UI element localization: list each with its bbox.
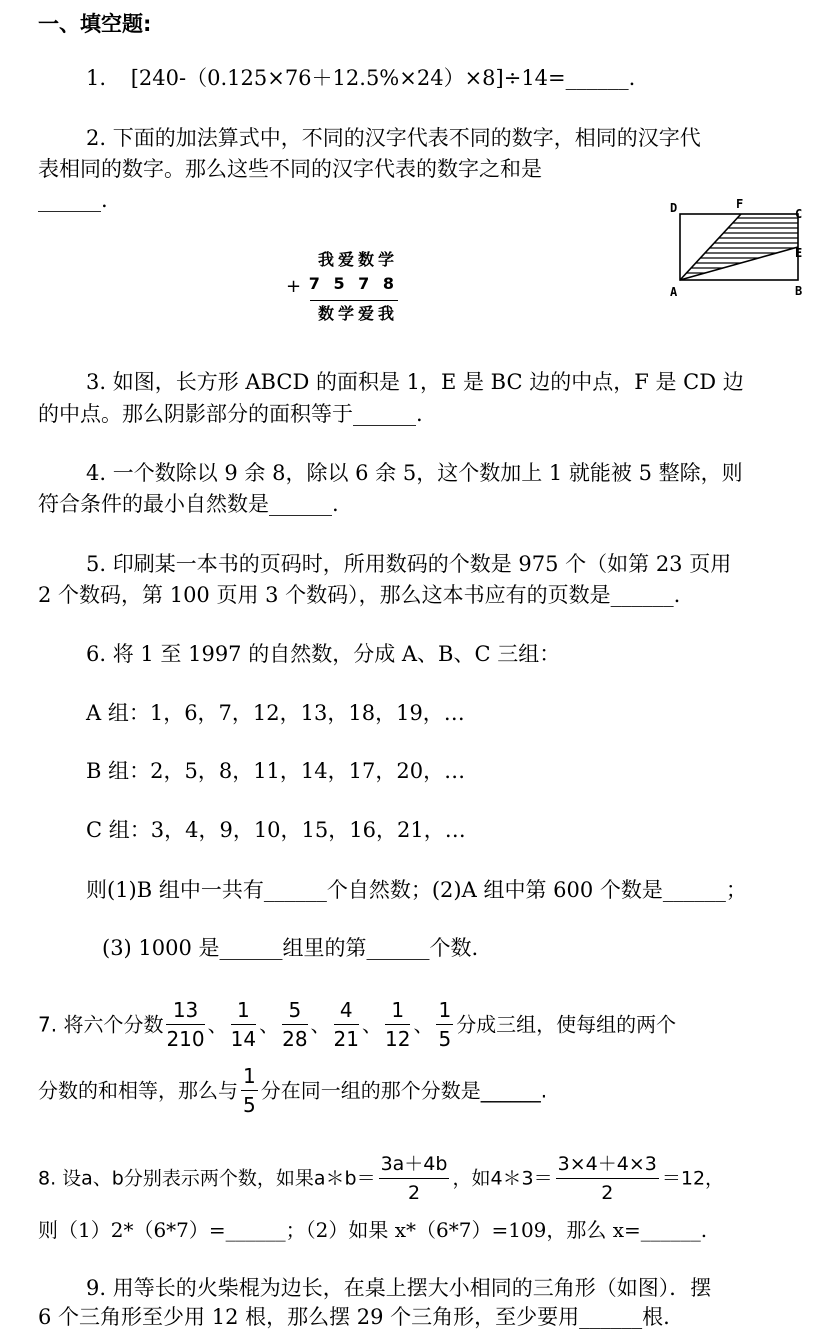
question-8-line2: 则（1）2*（6*7）=______；（2）如果 x*（6*7）=109，那么 x=______. bbox=[38, 1218, 708, 1242]
question-8-pre: 8. 设a、b分别表示两个数，如果a＊b＝ bbox=[38, 1167, 376, 1190]
question-7-line1 bbox=[38, 998, 676, 1051]
question-8-line1 bbox=[38, 1152, 724, 1205]
denominator: 210 bbox=[166, 1027, 205, 1051]
question-4-line1: 4. 一个数除以 9 余 8，除以 6 余 5，这个数加上 1 就能被 5 整除，则 bbox=[86, 461, 743, 485]
question-9-line2: 6 个三角形至少用 12 根，那么摆 29 个三角形，至少要用______根. bbox=[38, 1305, 670, 1329]
question-1-number: 1. bbox=[86, 66, 107, 90]
question-6-ask-1: 则(1)B 组中一共有______个自然数；(2)A 组中第 600 个数是______； bbox=[86, 878, 747, 902]
numerator: 13 bbox=[166, 998, 204, 1025]
question-2-line1: 2. 下面的加法算式中，不同的汉字代表不同的数字，相同的汉字代 bbox=[86, 126, 701, 150]
fraction-example bbox=[556, 1152, 659, 1205]
fraction-5-28 bbox=[282, 998, 307, 1051]
question-2-line2: 表相同的数字。那么这些不同的汉字代表的数字之和是 bbox=[38, 157, 542, 181]
question-8-post: ＝12， bbox=[661, 1167, 725, 1190]
fraction-1-12 bbox=[385, 998, 410, 1051]
separator: 、 bbox=[310, 1012, 331, 1037]
question-3-line1: 3. 如图，长方形 ABCD 的面积是 1，E 是 BC 边的中点，F 是 CD 边 bbox=[86, 370, 744, 394]
fraction-13-210 bbox=[166, 998, 204, 1051]
numerator: 1 bbox=[231, 998, 256, 1025]
separator: 、 bbox=[362, 1012, 382, 1037]
question-7-line2-post: 分在同一组的那个分数是______. bbox=[260, 1078, 548, 1103]
denominator: 14 bbox=[230, 1027, 257, 1051]
question-7-line2 bbox=[38, 1064, 547, 1117]
fraction-4-21 bbox=[334, 998, 359, 1051]
label-b: B bbox=[795, 284, 803, 298]
addition-problem bbox=[286, 248, 398, 326]
question-5-line2: 2 个数码，第 100 页用 3 个数码），那么这本书应有的页数是______. bbox=[38, 583, 681, 607]
question-4-line2: 符合条件的最小自然数是______. bbox=[38, 492, 339, 516]
label-c: C bbox=[795, 207, 803, 221]
sum-result: 数学爱我 bbox=[317, 304, 398, 323]
question-6-group-a: A 组：1，6，7，12，13，18，19，… bbox=[86, 701, 465, 725]
numerator: 3a＋4b bbox=[379, 1152, 450, 1179]
addend-2: 7 5 7 8 bbox=[308, 274, 398, 293]
question-6-intro: 6. 将 1 至 1997 的自然数，分成 A、B、C 三组： bbox=[86, 642, 561, 666]
question-5-line1: 5. 印刷某一本书的页码时，所用数码的个数是 975 个（如第 23 页用 bbox=[86, 552, 732, 576]
rectangle-figure bbox=[660, 196, 810, 306]
label-a: A bbox=[670, 285, 678, 299]
question-7-prefix: 7. 将六个分数 bbox=[38, 1012, 164, 1037]
denominator: 21 bbox=[333, 1027, 359, 1051]
fraction-1-5-inline bbox=[241, 1064, 258, 1117]
label-d: D bbox=[670, 201, 678, 215]
separator: 、 bbox=[413, 1012, 434, 1037]
question-6-group-b: B 组：2，5，8，11，14，17，20，… bbox=[86, 759, 466, 783]
numerator: 1 bbox=[385, 998, 410, 1025]
question-2-blank: ______. bbox=[38, 188, 108, 212]
separator: 、 bbox=[259, 1012, 280, 1037]
question-3-line2: 的中点。那么阴影部分的面积等于______. bbox=[38, 402, 423, 426]
question-1 bbox=[86, 64, 635, 92]
sum-line bbox=[310, 300, 398, 301]
plus-sign: + bbox=[286, 276, 302, 297]
denominator: 28 bbox=[282, 1027, 308, 1051]
fraction-1-14 bbox=[231, 998, 256, 1051]
numerator: 5 bbox=[282, 998, 307, 1025]
question-1-text: [240-（0.125×76＋12.5%×24）×8]÷14=______. bbox=[130, 66, 636, 90]
denominator: 5 bbox=[438, 1027, 452, 1051]
section-heading: 一、填空题: bbox=[38, 12, 152, 36]
separator: 、 bbox=[207, 1012, 228, 1037]
addend-1: 我爱数学 bbox=[317, 250, 398, 269]
question-9-line1: 9. 用等长的火柴棍为边长，在桌上摆大小相同的三角形（如图）．摆 bbox=[86, 1276, 712, 1300]
numerator: 1 bbox=[241, 1064, 258, 1091]
numerator: 3×4＋4×3 bbox=[556, 1152, 659, 1179]
denominator: 12 bbox=[385, 1027, 411, 1051]
denominator: 5 bbox=[243, 1093, 256, 1117]
label-f: F bbox=[736, 197, 744, 211]
question-8-mid: ，如4＊3＝ bbox=[452, 1167, 553, 1190]
numerator: 4 bbox=[334, 998, 359, 1025]
segment-af bbox=[680, 214, 741, 280]
fraction-definition bbox=[379, 1152, 450, 1205]
denominator: 2 bbox=[601, 1182, 614, 1204]
question-6-group-c: C 组：3，4，9，10，15，16，21，… bbox=[86, 818, 466, 842]
numerator: 1 bbox=[436, 998, 453, 1025]
fraction-1-5 bbox=[436, 998, 453, 1051]
rectangle-abcd bbox=[680, 214, 798, 280]
label-e: E bbox=[795, 246, 803, 260]
question-7-suffix: 分成三组，使每组的两个 bbox=[456, 1012, 677, 1037]
question-7-line2-pre: 分数的和相等，那么与 bbox=[38, 1078, 238, 1103]
question-6-ask-2: (3) 1000 是______组里的第______个数. bbox=[102, 936, 479, 960]
denominator: 2 bbox=[407, 1182, 421, 1204]
